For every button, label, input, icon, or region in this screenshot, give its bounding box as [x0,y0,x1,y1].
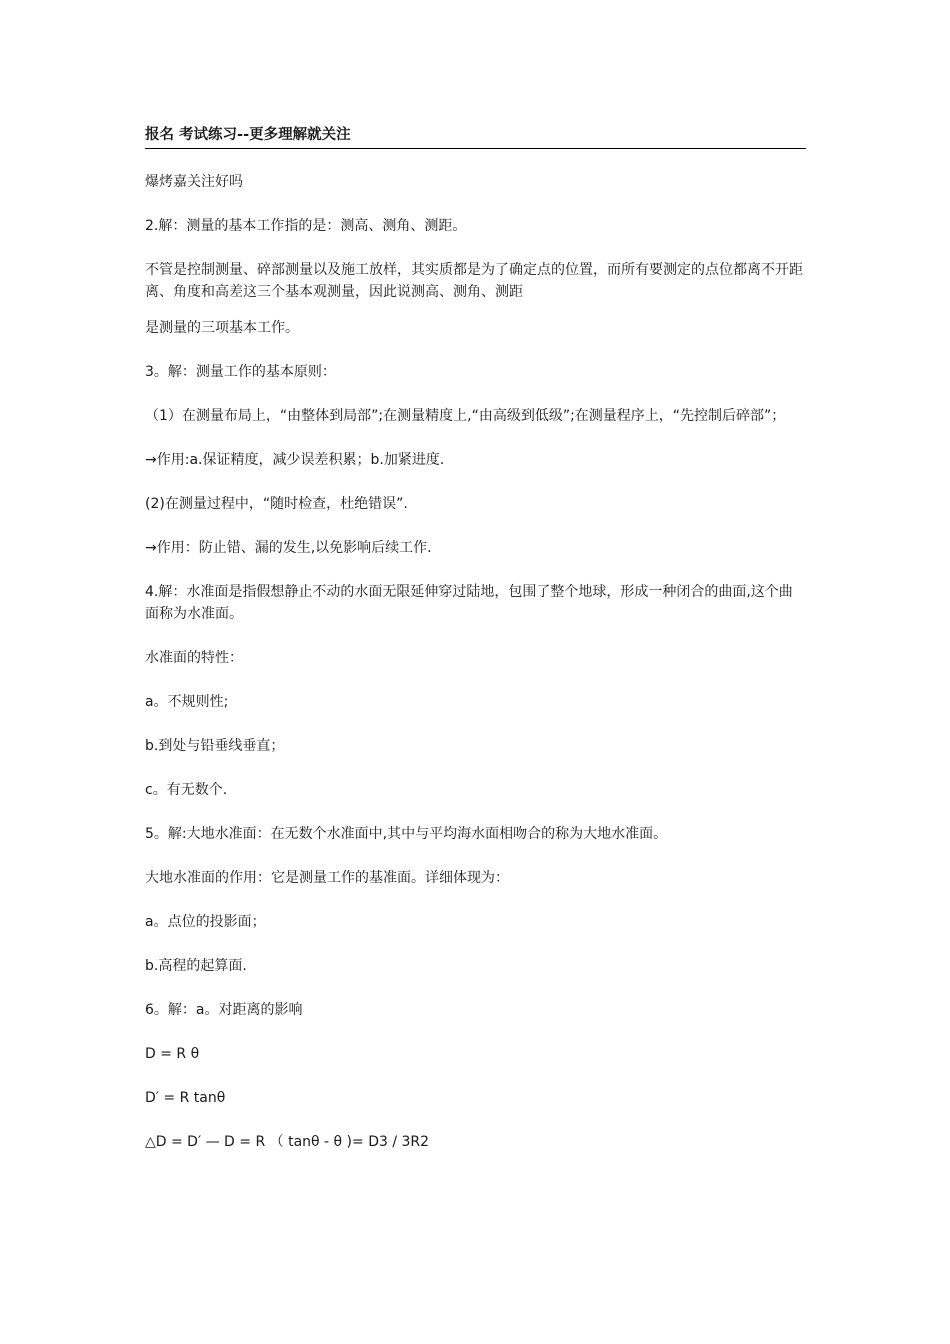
list-item-role-b: b.高程的起算面. [145,958,247,974]
paragraph-q2-answer: 2.解：测量的基本工作指的是：测高、测角、测距。 [145,218,467,234]
paragraph-q4-properties-heading: 水准面的特性： [145,650,243,666]
paragraph-q3-effect-1: →作用:a.保证精度，减少误差积累；b.加紧进度. [145,452,445,468]
paragraph-q3-effect-2: →作用：防止错、漏的发生,以免影响后续工作. [145,540,432,556]
document-page [145,124,806,1175]
paragraph-q3-principle-2: (2)在测量过程中，“随时检查，杜绝错误”. [145,496,408,512]
paragraph-intro: 爆烤嘉关注好吗 [145,174,243,190]
formula-delta-distance: △D = D′ — D = R （ tanθ - θ )= D3 / 3R2 [145,1134,430,1150]
list-item-role-a: a。点位的投影面； [145,914,266,930]
list-item-property-b: b.到处与铅垂线垂直； [145,738,285,754]
paragraph-q6-answer: 6。解：a。对距离的影响 [145,1002,303,1018]
formula-distance: D = R θ [145,1046,200,1062]
paragraph-q5-role: 大地水准面的作用：它是测量工作的基准面。详细体现为： [145,870,509,886]
paragraph-q3-answer: 3。解：测量工作的基本原则： [145,364,336,380]
list-item-property-a: a。不规则性; [145,694,229,710]
formula-distance-prime: D′ = R tanθ [145,1090,226,1106]
paragraph-q3-principle-1: （1）在测量布局上，“由整体到局部”;在测量精度上,“由高级到低级”;在测量程序上，“先控制后碎部”； [145,408,786,424]
paragraph-q4-answer: 4.解：水准面是指假想静止不动的水面无限延伸穿过陆地，包围了整个地球，形成一种闭合的曲面,这个曲面称为水准面。 [145,584,793,622]
document-header: 报名 考试练习--更多理解就关注 [145,124,806,149]
paragraph-q2-conclusion: 是测量的三项基本工作。 [145,320,299,336]
list-item-property-c: c。有无数个. [145,782,228,798]
paragraph-q2-explanation: 不管是控制测量、碎部测量以及施工放样，其实质都是为了确定点的位置，而所有要测定的点位都离不开距离、角度和高差这三个基本观测量，因此说测高、测角、测距 [145,262,803,300]
paragraph-q5-answer: 5。解:大地水准面：在无数个水准面中,其中与平均海水面相吻合的称为大地水准面。 [145,826,668,842]
